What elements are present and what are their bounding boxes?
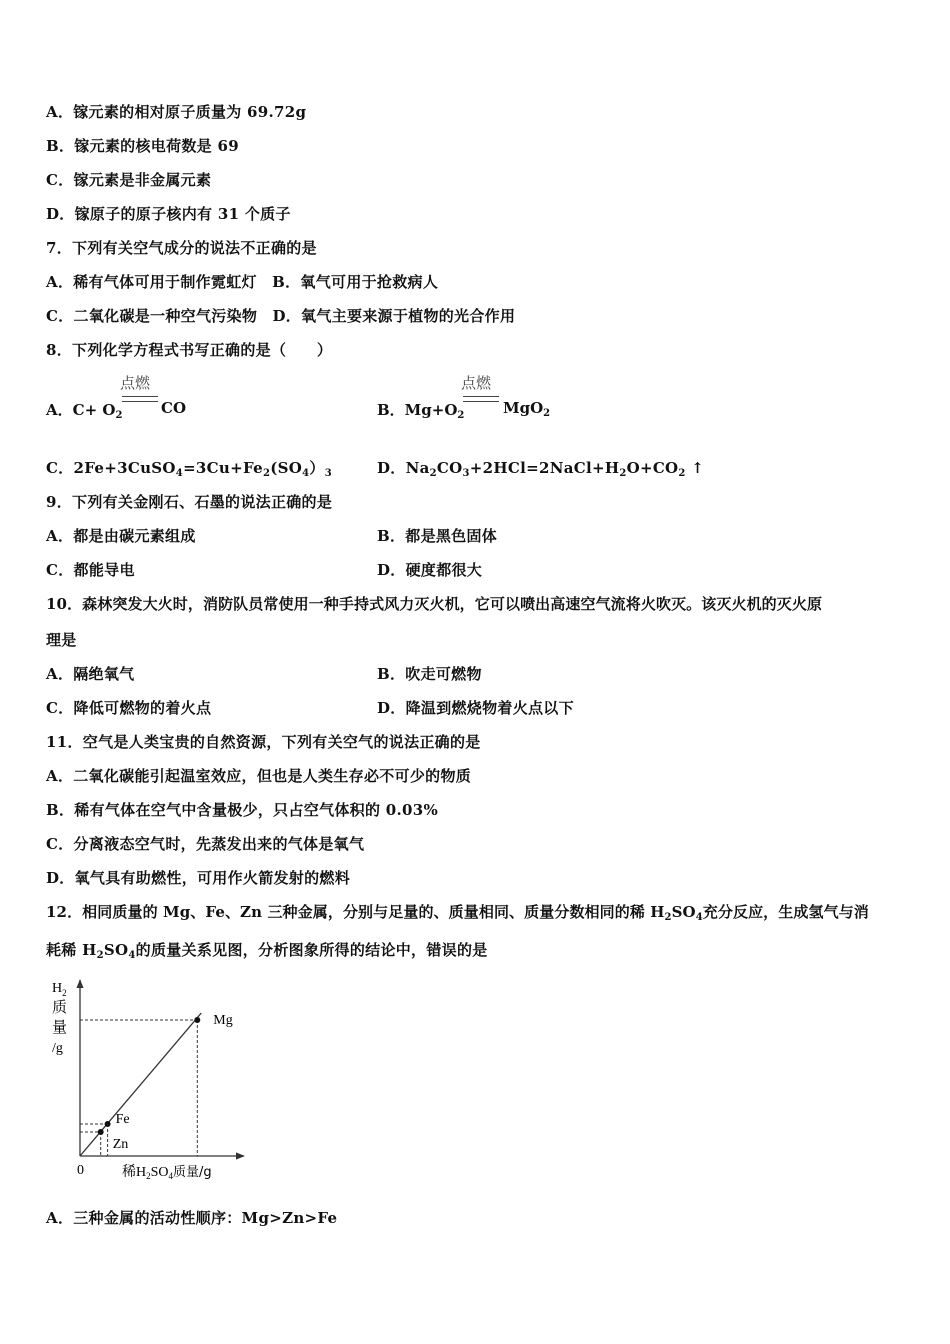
q9-option-c: C．都能导电 (46, 561, 135, 579)
q6-option-c: C．镓元素是非金属元素 (46, 171, 212, 189)
label-fe: Fe (115, 1112, 130, 1127)
y-label-unit: /g (52, 1041, 63, 1056)
q11-option-d: D．氧气具有助燃性，可用作火箭发射的燃料 (46, 869, 351, 887)
point-zn (98, 1129, 104, 1135)
q8-b-reactants: B．Mg+O (377, 401, 458, 419)
q12-stem-line1: 12．相同质量的 Mg、Fe、Zn 三种金属，分别与足量的、质量相同、质量分数相同的稀 $H_2SO_4$充分反应，生成氢气与消 (46, 903, 869, 923)
q7-options-cd: C．二氧化碳是一种空气污染物 D．氧气主要来源于植物的光合作用 (46, 307, 516, 325)
q10-stem-line1: 10．森林突发大火时，消防队员常使用一种手持式风力灭火机，它可以喷出高速空气流将火吹灭。该灭火机的灭火原 (46, 595, 823, 613)
q8-option-d: D．$Na_2CO_3+2HCl=2NaCl+H_2O+CO_2$ ↑ (377, 459, 705, 479)
q8-b-condition: 点燃 (461, 374, 492, 392)
y-label-zhi: 质 (52, 1000, 68, 1016)
point-fe (105, 1121, 111, 1127)
q6-option-a: A．镓元素的相对原子质量为 69.72g (46, 103, 307, 121)
q8-a-reactants: A．C+ O (46, 401, 116, 419)
q10-stem-line2: 理是 (46, 631, 77, 649)
q11-option-c: C．分离液态空气时，先蒸发出来的气体是氧气 (46, 835, 365, 853)
y-label-h: $H_2$ (52, 981, 67, 998)
q8-a-sub: 2 (115, 410, 123, 421)
q9-option-d: D．硬度都很大 (377, 561, 483, 579)
q12-stem-line2: 耗稀 $H_2SO_4$的质量关系见图，分析图象所得的结论中，错误的是 (46, 941, 488, 961)
q9-stem: 9．下列有关金刚石、石墨的说法正确的是 (46, 493, 333, 511)
x-label: 稀$H_2SO_4$质量/g (122, 1165, 212, 1181)
q9-option-b: B．都是黑色固体 (377, 527, 498, 545)
q8-b-equals (463, 396, 499, 402)
q11-option-b: B．稀有气体在空气中含量极少，只占空气体积的 0.03% (46, 801, 439, 819)
point-mg (194, 1017, 200, 1023)
q7-stem: 7．下列有关空气成分的说法不正确的是 (46, 239, 317, 257)
reaction-line (80, 1013, 201, 1156)
q11-option-a: A．二氧化碳能引起温室效应，但也是人类生存必不可少的物质 (46, 767, 472, 785)
q12-option-a: A．三种金属的活动性顺序：Mg>Zn>Fe (46, 1209, 338, 1227)
q10-option-c: C．降低可燃物的着火点 (46, 699, 212, 717)
q8-a-condition: 点燃 (120, 374, 151, 392)
q8-stem: 8．下列化学方程式书写正确的是（ ） (46, 341, 333, 359)
q8-b-sub: 2 (457, 410, 465, 421)
q6-option-b: B．镓元素的核电荷数是 69 (46, 137, 239, 155)
y-label-liang: 量 (52, 1020, 68, 1036)
q11-stem: 11．空气是人类宝贵的自然资源，下列有关空气的说法正确的是 (46, 733, 481, 751)
h2-mass-chart (40, 972, 260, 1187)
q10-option-a: A．隔绝氧气 (46, 665, 135, 683)
q10-option-b: B．吹走可燃物 (377, 665, 482, 683)
q8-b-product-sub: 2 (543, 408, 551, 419)
q8-a-product: CO (161, 399, 187, 417)
q10-option-d: D．降温到燃烧物着火点以下 (377, 699, 574, 717)
q8-option-c: C．$2Fe+3CuSO_4=3Cu+Fe_2(SO_4)_3$ (46, 459, 332, 479)
label-mg: Mg (213, 1013, 233, 1028)
q6-option-d: D．镓原子的原子核内有 31 个质子 (46, 205, 291, 223)
q8-b-product: MgO (503, 399, 544, 417)
label-zn: Zn (112, 1137, 129, 1152)
q7-options-ab: A．稀有气体可用于制作霓虹灯 B．氧气可用于抢救病人 (46, 273, 439, 291)
q9-option-a: A．都是由碳元素组成 (46, 527, 196, 545)
origin-label: 0 (77, 1163, 84, 1178)
q8-a-equals (122, 396, 158, 402)
